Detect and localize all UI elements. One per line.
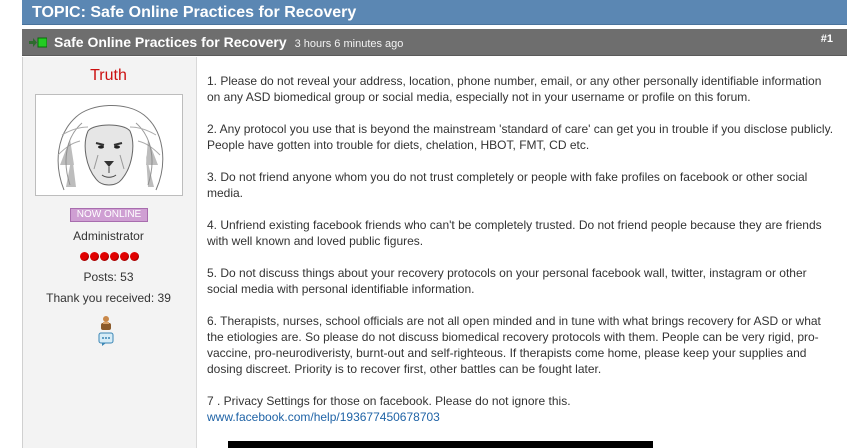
rank-dot [110,252,119,261]
rank-dot [80,252,89,261]
embedded-media-bar [228,441,653,448]
user-profile-column [23,57,194,448]
user-thanks-count: Thank you received: 39 [46,291,171,305]
paragraph-6: 6. Therapists, nurses, school officials are not all open minded and in tune with what brings recovery for ASD or what the etiologies are. So please do not discuss biomedical recovery protocols with them. People can be very rigid, pro-vaccine, pro-neurodiveristy, burnt-out and self-righteous. If therapists come home, please keep your supplies and dosing discreet. Priority is to recover first, other battles can be fought later. [207,314,821,376]
user-role: Administrator [73,229,144,243]
karma-icon[interactable] [98,315,114,331]
online-status-badge: NOW ONLINE [70,208,148,222]
lion-avatar-image [36,95,182,195]
paragraph-4: 4. Unfriend existing facebook friends who can't be completely trusted. Do not friend people because they are friends with well known and loved public figures. [207,218,822,248]
post-number[interactable]: #1 [820,33,833,45]
facebook-help-link[interactable]: www.facebook.com/help/193677450678703 [207,410,440,424]
rank-dot [120,252,129,261]
paragraph-5: 5. Do not discuss things about your recovery protocols on your personal facebook wall, twitter, instagram or other social media with personal identifiable information. [207,266,807,296]
post-time: 3 hours 6 minutes ago [294,38,404,50]
paragraph-3: 3. Do not friend anyone whom you do not trust completely or people with fake profiles on facebook or other social media. [207,170,808,200]
paragraph-2: 2. Any protocol you use that is beyond the mainstream 'standard of care' can get you in trouble if you disclose publicly. People have gotten into trouble for diets, chelation, HBOT, FMT, CD etc. [207,122,834,152]
post-title[interactable]: Safe Online Practices for Recovery [54,34,287,50]
rank-dot [130,252,139,261]
username[interactable]: Truth [90,67,127,84]
post-header [22,29,847,56]
topic-title: TOPIC: Safe Online Practices for Recovery [32,4,357,21]
topic-title-bar [22,0,847,25]
post-body [22,57,847,448]
rank-dot [100,252,109,261]
user-post-count: Posts: 53 [83,270,134,284]
user-rank-dots [75,252,145,262]
post-title-row [54,29,403,58]
profile-icons [88,315,128,331]
avatar[interactable] [35,94,183,196]
paragraph-1: 1. Please do not reveal your address, location, phone number, email, or any other personally identifiable information on any ASD biomedical group or social media, especially not in your username or profile on this forum. [207,74,822,104]
rank-dot [90,252,99,261]
post-content [196,57,847,448]
message-icon[interactable] [98,331,114,347]
paragraph-7: 7 . Privacy Settings for those on facebook. Please do not ignore this. [207,394,571,408]
new-post-icon [29,37,47,48]
